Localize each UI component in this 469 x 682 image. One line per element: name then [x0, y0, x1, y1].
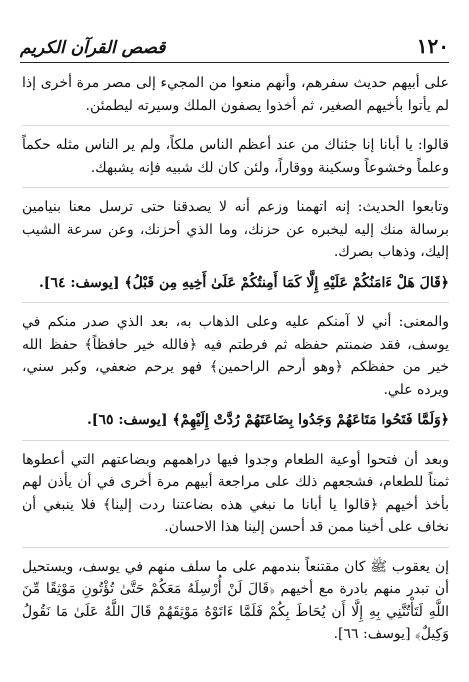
page-header	[20, 18, 449, 58]
quran-verse-64: ﴿قَالَ هَلْ ءَامَنُكُمْ عَلَيْهِ إِلَّا كَمَا أَمِنتُكُمْ عَلَىٰ أَخِيهِ مِن قَبْلُ﴾ [يوسف: ٦٤].	[38, 274, 449, 291]
paragraph-2: قالوا: يا أبانا إنا جئناك من عند أعظم الناس ملكاً، ولم ير الناس مثله حكماً وعلماً وخشوعاً وسكينة ووقاراً، ولئن كان لك شبيه فإنه يشبهك.	[22, 137, 449, 176]
separator	[22, 125, 449, 126]
separator	[22, 440, 449, 441]
page-number: ١٢٠	[416, 34, 449, 58]
separator	[22, 302, 449, 303]
header-rule	[20, 62, 449, 63]
paragraph-1: على أبيهم حديث سفرهم، وأنهم منعوا من المجيء إلى مصر مرة أخرى إذا لم يأتوا بأخيهم الصغير، ثم أخذوا يصفون الملك وسيرته ليطمئن.	[22, 75, 449, 114]
page-body	[22, 72, 449, 654]
separator	[22, 547, 449, 548]
paragraph-3: وتابعوا الحديث: إنه اتهمنا وزعم أنه لا يصدقنا حتى ترسل معنا بنيامين برسالة منك إليه ليخبره عن حزنك، وما الذي أحزنك، وعن سرعة الشيب إليك، وذهاب بصرك.	[22, 199, 449, 260]
quran-verse-65: ﴿وَلَمَّا فَتَحُوا مَتَاعَهُمْ وَجَدُوا بِضَاعَتَهُمْ رُدَّتْ إِلَيْهِمْ﴾ [يوسف: ٦٥].	[86, 412, 449, 428]
paragraph-5: وبعد أن فتحوا أوعية الطعام وجدوا فيها دراهمهم وبضاعتهم التي أعطوها ثمناً للطعام، فشجعهم ذلك على مراجعة أبيهم مرة أخرى في أن يأذن لهم بأخذ أخيهم ﴿قالوا يا أبانا ما نبغي هذه بضاعتنا ردت إلينا﴾ فلا ينبغي أن نخاف على أخينا ممن قد أحسن إلينا هذا الاحسان.	[22, 451, 449, 535]
paragraph-6: إن يعقوب ﷺ كان مقتنعاً بندمهم على ما سلف منهم في يوسف، ويستحيل أن تبدر منهم بادرة مع أخيهم ﴿قَالَ لَنْ أُرْسِلَهُ مَعَكُمْ حَتَّىٰ تُؤْتُونِ مَوْثِقًا مِّنَ اللَّهِ لَتَأْتُنَّنِي بِهِ إِلَّا أَن يُحَاطَ بِكُمْ فَلَمَّا ءَاتَوْهُ مَوْثِقَهُمْ قَالَ اللَّهُ عَلَىٰ مَا نَقُولُ وَكِيلٌ﴾ [يوسف: ٦٦].	[22, 558, 449, 642]
book-title: قصص القرآن الكريم	[20, 38, 166, 58]
paragraph-4: والمعنى: أني لا آمنكم عليه وعلى الذهاب به، بعد الذي صدر منكم في يوسف، فقد ضمنتم حفظه ثم فرطتم فيه ﴿فالله خير حافظاً﴾ حفظ الله خير من حفظكم ﴿وهو أرحم الراحمين﴾ فهو يرحم ضعفي، وكبر سني، ويرده علي.	[22, 314, 449, 398]
separator	[22, 187, 449, 188]
